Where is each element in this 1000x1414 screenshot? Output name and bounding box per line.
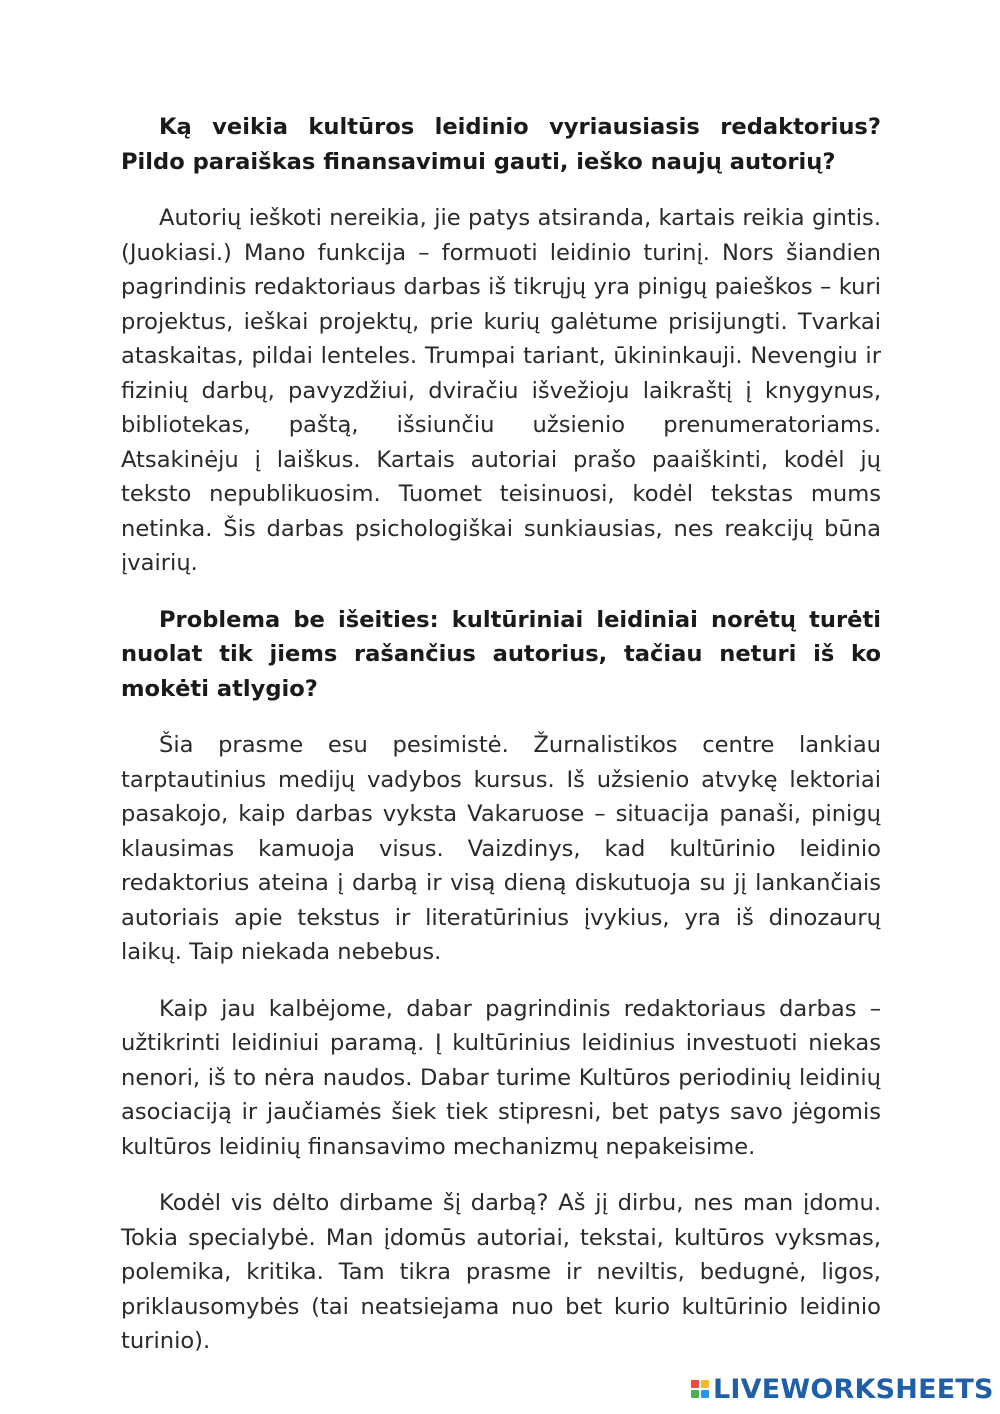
- interview-question: Ką veikia kultūros leidinio vyriausiasis redaktorius? Pildo paraiškas finansavimui gauti, ieško naujų autorių?: [121, 114, 881, 175]
- liveworksheets-logo: [691, 1372, 994, 1406]
- article-body: [121, 110, 881, 1381]
- interview-answer: Šia prasme esu pesimistė. Žurnalistikos centre lankiau tarptautinius medijų vadybos kursus. Iš užsienio atvykę lektoriai pasakojo, kaip darbas vyksta Vakaruose – situacija panaši, pinigų klausimas kamuoja visus. Vaizdinys, kad kultūrinio leidinio redaktorius ateina į darbą ir visą dieną diskutuoja su jį lankančiais autoriais apie tekstus ir literatūrinius įvykius, yra iš dinozaurų laikų. Taip niekada nebebus.: [121, 732, 881, 965]
- interview-question: Problema be išeities: kultūriniai leidiniai norėtų turėti nuolat tik jiems rašančius autorius, tačiau neturi iš ko mokėti atlygio?: [121, 606, 881, 702]
- logo-square-1: [691, 1380, 699, 1388]
- interview-answer: Kaip jau kalbėjome, dabar pagrindinis redaktoriaus darbas – užtikrinti leidiniui paramą. Į kultūrinius leidinius investuoti niekas nenori, iš to nėra naudos. Dabar turime Kultūros periodinių leidinių asociaciją ir jaučiamės šiek tiek stipresni, bet patys savo jėgomis kultūros leidinių finansavimo mechanizmų nepakeisime.: [121, 995, 881, 1160]
- logo-square-3: [691, 1390, 699, 1398]
- brand-name: LIVEWORKSHEETS: [713, 1373, 994, 1405]
- interview-answer: Kodėl vis dėlto dirbame šį darbą? Aš jį dirbu, nes man įdomu. Tokia specialybė. Man įdomūs autoriai, tekstai, kultūros vyksmas, polemika, kritika. Tam tikra prasme ir neviltis, bedugnė, ligos, priklausomybės (tai neatsiejama nuo bet kurio kultūrinio leidinio turinio).: [121, 1190, 881, 1354]
- logo-square-2: [701, 1380, 709, 1388]
- interview-answer: Autorių ieškoti nereikia, jie patys atsiranda, kartais reikia gintis. (Juokiasi.) Mano funkcija – formuoti leidinio turinį. Nors šiandien pagrindinis redaktoriaus darbas iš tikrųjų yra pinigų paieškos – kuri projektus, ieškai projektų, prie kurių galėtume prisijungti. Tvarkai ataskaitas, pildai lenteles. Trumpai tariant, ūkininkauji. Nevengiu ir fizinių darbų, pavyzdžiui, dviračiu išvežioju laikraštį į knygynus, bibliotekas, paštą, išsiunčiu užsienio prenumeratoriams. Atsakinėju į laiškus. Kartais autoriai prašo paaiškinti, kodėl jų teksto nepublikuosim. Tuomet teisinuosi, kodėl tekstas mums netinka. Šis darbas psichologiškai sunkiausias, nes reakcijų būna įvairių.: [121, 205, 881, 576]
- liveworksheets-logo-icon: [691, 1380, 709, 1398]
- logo-square-4: [701, 1390, 709, 1398]
